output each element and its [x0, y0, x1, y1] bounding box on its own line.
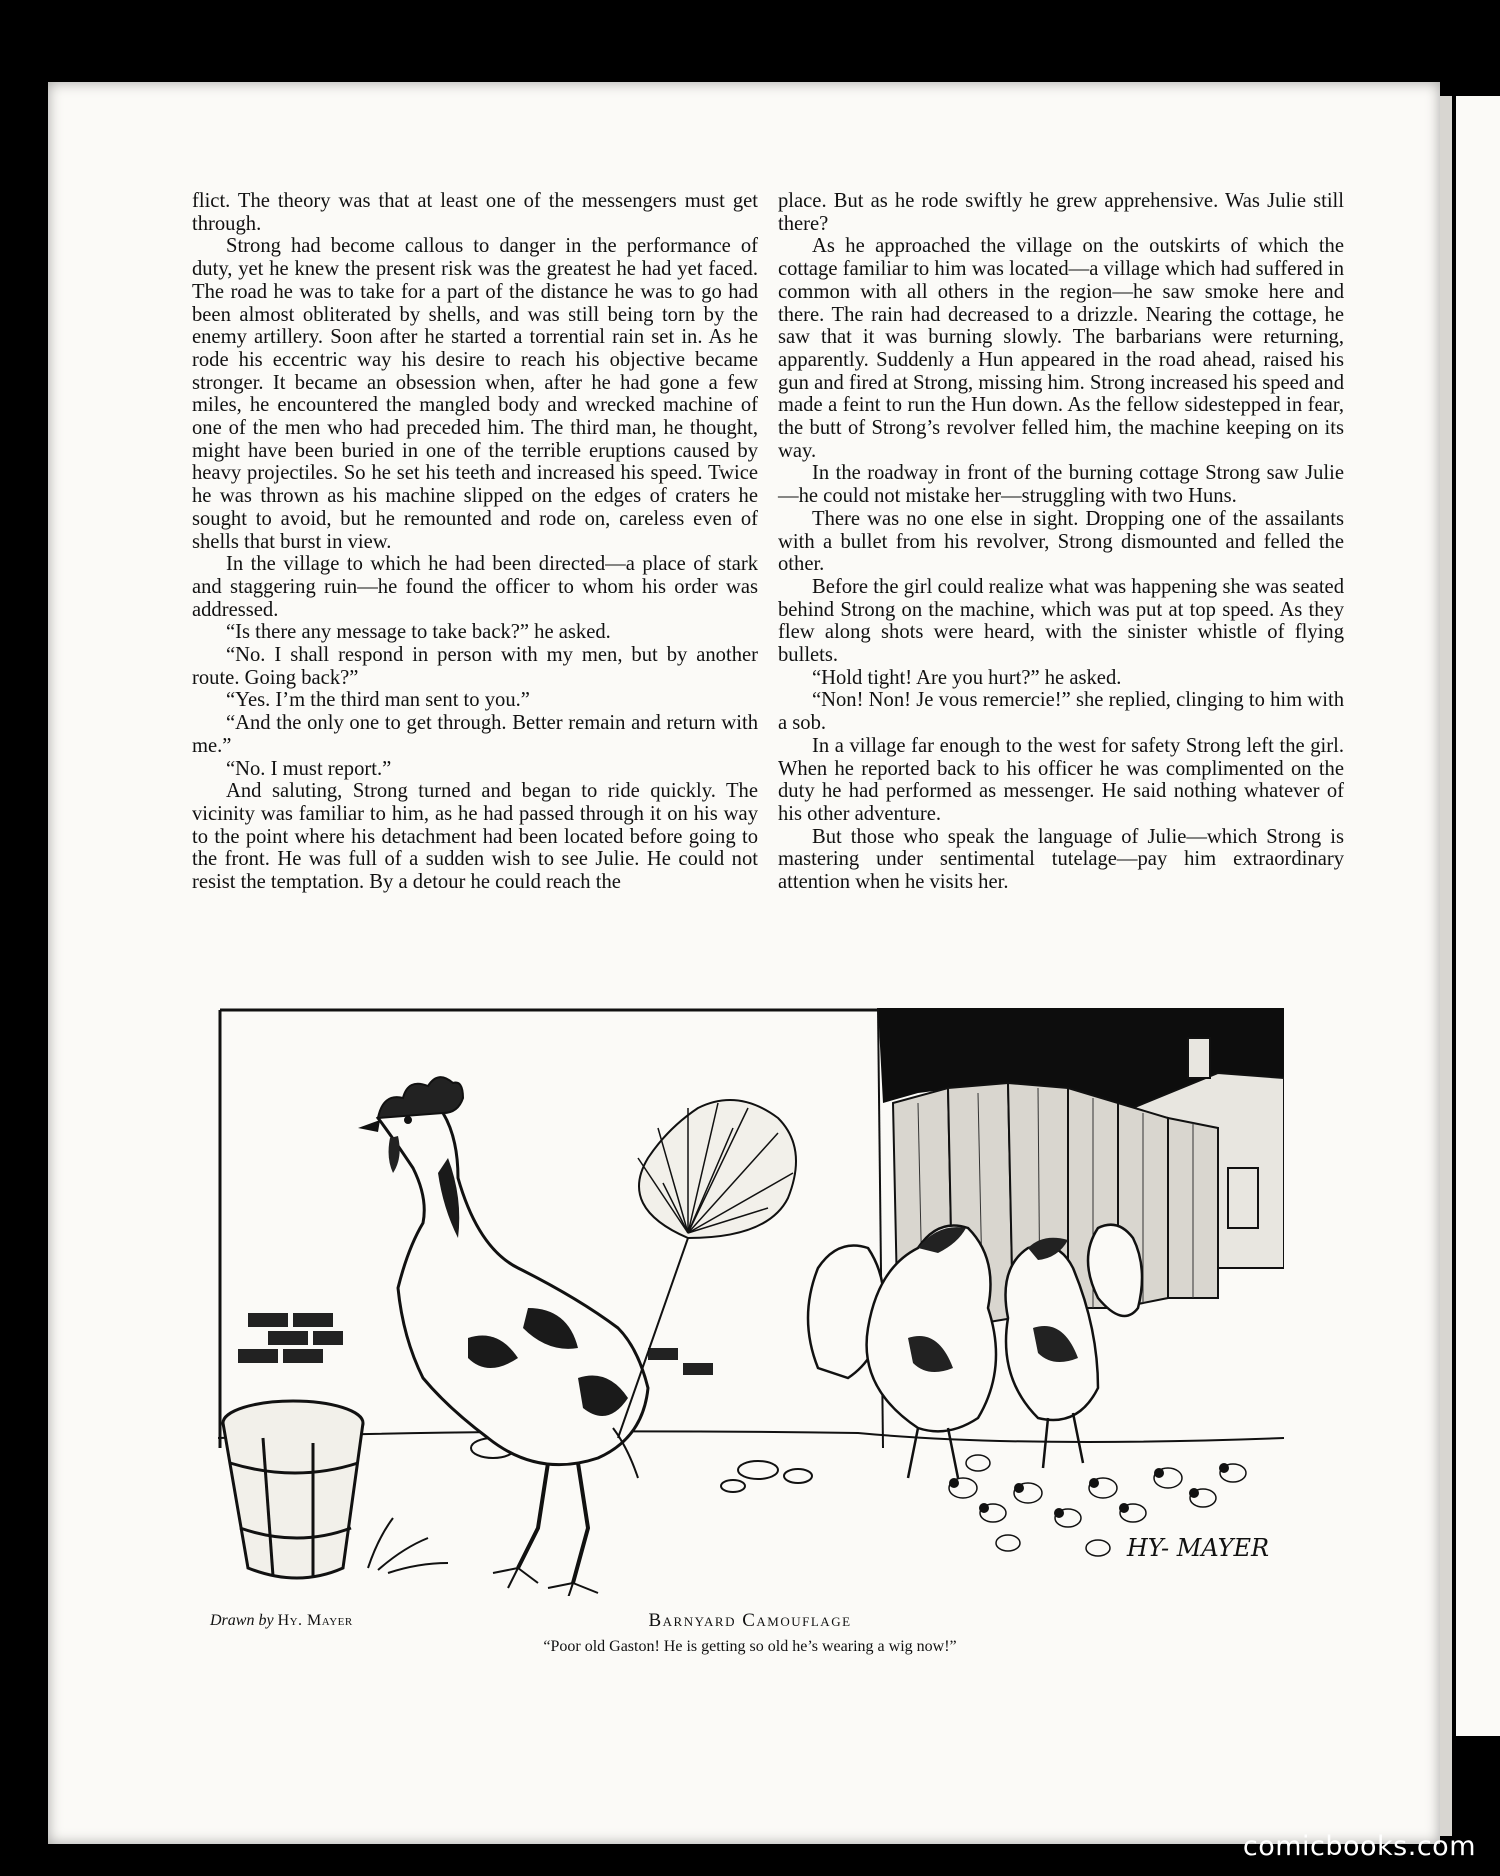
paragraph: flict. The theory was that at least one of the messengers must get through.: [192, 190, 758, 235]
paragraph: place. But as he rode swiftly he grew apprehensive. Was Julie still there?: [778, 190, 1344, 235]
paragraph: In a village far enough to the west for safety Strong left the girl. When he reported back to his officer he was complimented on the duty he had performed as messenger. He said nothing whatever of his other adventure.: [778, 734, 1344, 825]
paragraph: In the village to which he had been directed—a place of stark and staggering ruin—he found the officer to whom his order was addressed.: [192, 553, 758, 621]
paragraph: “And the only one to get through. Better remain and return with me.”: [192, 712, 758, 757]
page-edge: [1440, 96, 1452, 1836]
next-page-sliver: [1456, 96, 1500, 1736]
right-text-column: [778, 190, 1344, 894]
watermark: comicbooks.com: [1242, 1831, 1476, 1862]
paragraph: “No. I shall respond in person with my men, but by another route. Going back?”: [192, 644, 758, 689]
paragraph: But those who speak the language of Julie—which Strong is mastering under sentimental tutelage—pay him extraordinary attention when he visits her.: [778, 825, 1344, 894]
artist-signature: [1126, 1534, 1269, 1562]
caption-title: Barnyard Camouflage: [648, 1610, 852, 1631]
left-text-column: [192, 190, 758, 894]
paragraph: Strong had become callous to danger in the performance of duty, yet he knew the present risk was the greatest he had yet faced. The road he was to take for a part of the distance he was to go had been almost obliterated by shells, and was still being torn by the enemy artillery. Soon after he started a torrential rain set in. As he rode his eccentric way his desire to reach his objective became stronger. It became an obsession when, after he had gone a few miles, he encountered the mangled body and wrecked machine of one of the men who had preceded him. The third man, he thought, might have been buried in one of the terrible eruptions caused by heavy projectiles. So he set his teeth and increased his speed. Twice he was thrown as his machine slipped on the edges of craters he sought to avoid, but he remounted and rode on, careless even of shells that burst in view.: [192, 235, 758, 553]
paragraph: “Non! Non! Je vous remercie!” she replied, clinging to him with a sob.: [778, 689, 1344, 735]
caption-quote: “Poor old Gaston! He is getting so old he’s wearing a wig now!”: [543, 1638, 957, 1655]
paragraph: “Hold tight! Are you hurt?” he asked.: [812, 666, 1122, 689]
paragraph: As he approached the village on the outskirts of which the cottage familiar to him was located—a village which had suffered in common with all others in the region—he saw smoke here and there. The rain had decreased to a drizzle. Nearing the cottage, he saw that it was burning slowly. The barbarians were returning, apparently. Suddenly a Hun appeared in the road ahead, raised his gun and fired at Strong, missing him. Strong increased his speed and made a feint to run the Hun down. As the fellow sidestepped in fear, the butt of Strong’s revolver felled him, the machine keeping on its way.: [778, 235, 1344, 462]
paragraph: In the roadway in front of the burning cottage Strong saw Julie—he could not mistake her—struggling with two Huns.: [778, 462, 1344, 508]
paragraph: Before the girl could realize what was happening she was seated behind Strong on the machine, which was put at top speed. As they flew along shots were heard, with the sinister whistle of flying bullets.: [778, 575, 1344, 667]
paragraph: And saluting, Strong turned and began to ride quickly. The vicinity was familiar to him, as he had passed through it on his way to the point where his detachment had been located before going to the front. He was full of a sudden wish to see Julie. He could not resist the temptation. By a detour he could reach the: [192, 780, 758, 894]
svg-text:HY- MAYER: HY- MAYER: [1126, 1534, 1270, 1562]
paragraph: “Is there any message to take back?” he asked.: [226, 621, 611, 644]
credit-artist: Hy. Mayer: [277, 1612, 353, 1629]
barnyard-illustration: [218, 1008, 1284, 1596]
paragraph: “No. I must report.”: [226, 757, 392, 780]
paragraph: “Yes. I’m the third man sent to you.”: [226, 689, 530, 712]
credit-prefix: Drawn by: [210, 1612, 274, 1629]
paragraph: There was no one else in sight. Dropping one of the assailants with a bullet from his revolver, Strong dismounted and felled the other.: [778, 507, 1344, 576]
